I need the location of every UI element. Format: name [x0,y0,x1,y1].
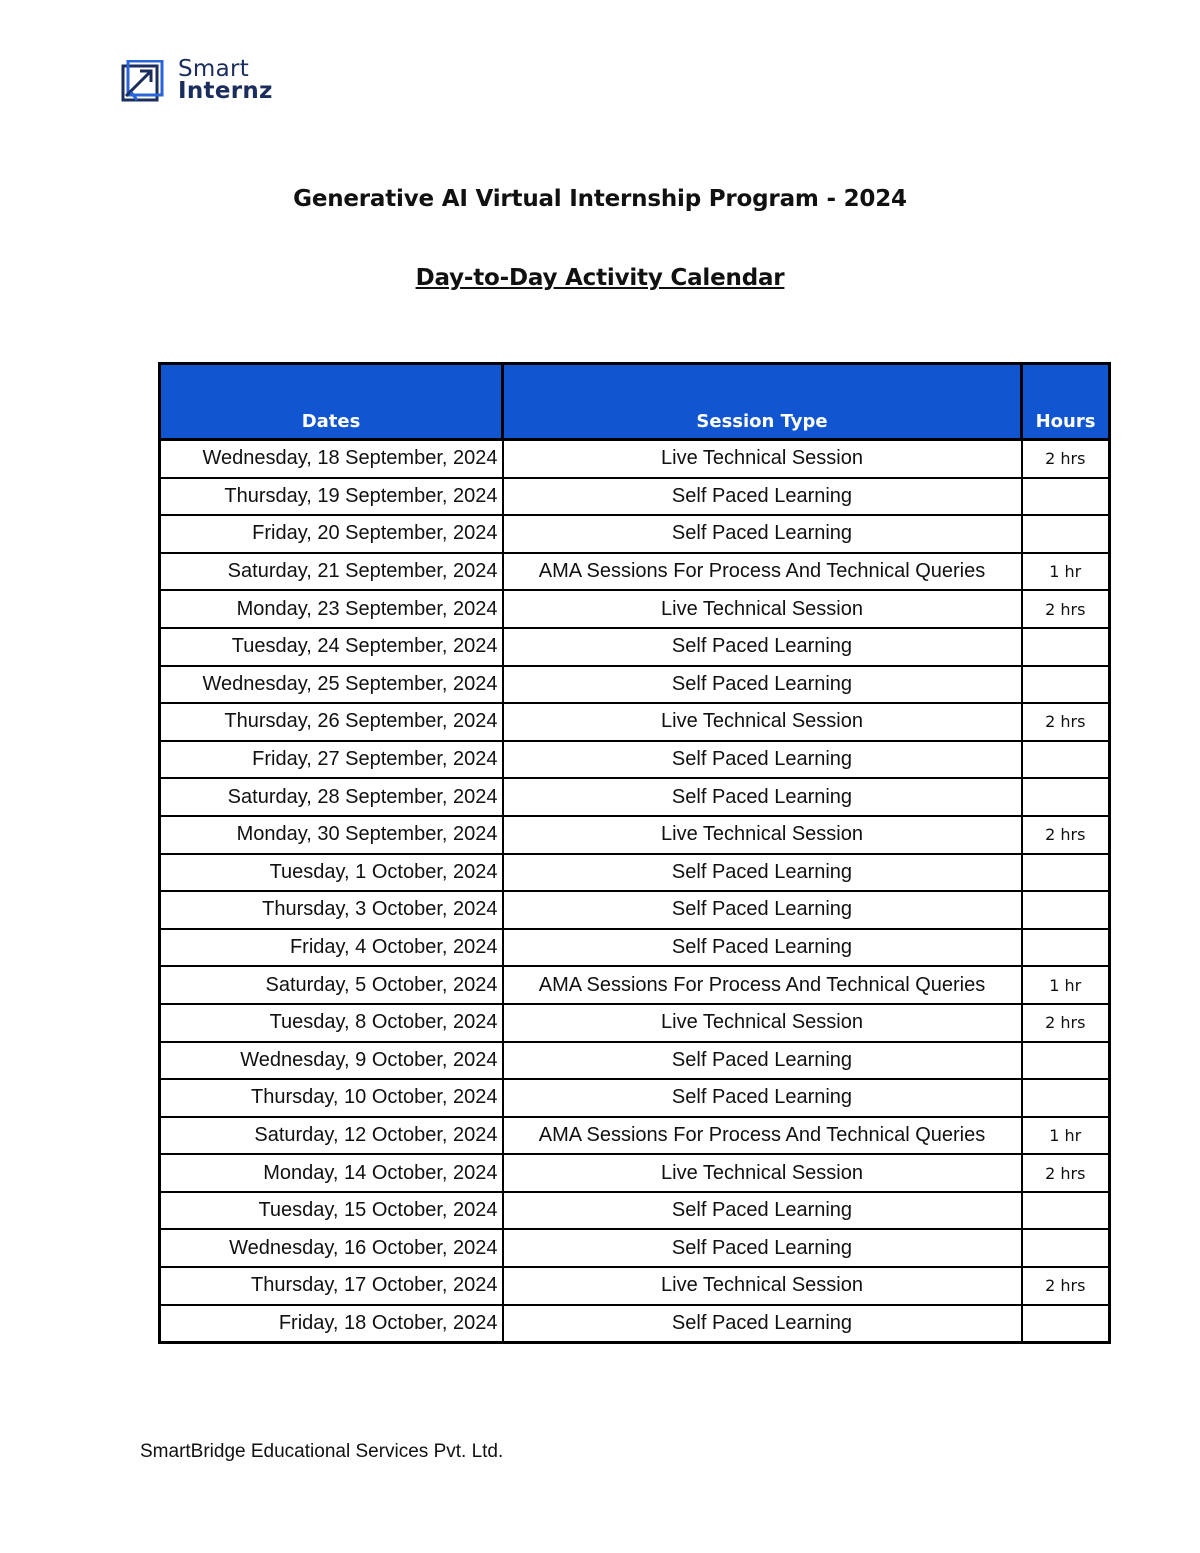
table-row [160,778,1110,816]
footer-company-name: SmartBridge Educational Services Pvt. Ltd. [140,1441,504,1462]
hours-cell: 1 hr [1022,1117,1110,1155]
hours-cell [1022,666,1110,704]
date-cell: Tuesday, 1 October, 2024 [160,854,503,892]
header-dates: Dates [160,364,503,440]
session-cell: Live Technical Session [503,1267,1022,1305]
table-body [160,440,1110,1343]
date-cell: Friday, 4 October, 2024 [160,929,503,967]
date-cell: Wednesday, 25 September, 2024 [160,666,503,704]
hours-cell [1022,1305,1110,1343]
hours-cell: 2 hrs [1022,1267,1110,1305]
table-row [160,966,1110,1004]
hours-cell [1022,1229,1110,1267]
hours-cell: 2 hrs [1022,440,1110,478]
date-cell: Friday, 18 October, 2024 [160,1305,503,1343]
logo-wordmark [178,58,273,102]
table-row [160,816,1110,854]
hours-cell: 2 hrs [1022,1004,1110,1042]
date-cell: Thursday, 10 October, 2024 [160,1079,503,1117]
session-cell: Live Technical Session [503,440,1022,478]
date-cell: Tuesday, 8 October, 2024 [160,1004,503,1042]
session-cell: Self Paced Learning [503,891,1022,929]
session-cell: AMA Sessions For Process And Technical Queries [503,553,1022,591]
hours-cell [1022,1079,1110,1117]
table-row [160,478,1110,516]
hours-cell [1022,854,1110,892]
date-cell: Thursday, 3 October, 2024 [160,891,503,929]
document-subtitle: Day-to-Day Activity Calendar [415,265,785,291]
date-cell: Thursday, 17 October, 2024 [160,1267,503,1305]
session-cell: Self Paced Learning [503,666,1022,704]
document-title: Generative AI Virtual Internship Program - 2024 [293,186,907,212]
date-cell: Tuesday, 24 September, 2024 [160,628,503,666]
date-cell: Monday, 30 September, 2024 [160,816,503,854]
hours-cell: 1 hr [1022,553,1110,591]
table-row [160,854,1110,892]
session-cell: Live Technical Session [503,590,1022,628]
session-cell: Self Paced Learning [503,741,1022,779]
logo-line-1: Smart [178,56,250,82]
hours-cell: 2 hrs [1022,590,1110,628]
hours-cell [1022,741,1110,779]
session-cell: Self Paced Learning [503,854,1022,892]
table-row [160,703,1110,741]
date-cell: Thursday, 19 September, 2024 [160,478,503,516]
hours-cell [1022,891,1110,929]
table-row [160,1267,1110,1305]
date-cell: Friday, 27 September, 2024 [160,741,503,779]
session-cell: Self Paced Learning [503,929,1022,967]
date-cell: Saturday, 21 September, 2024 [160,553,503,591]
session-cell: AMA Sessions For Process And Technical Queries [503,1117,1022,1155]
date-cell: Monday, 14 October, 2024 [160,1154,503,1192]
table-row [160,440,1110,478]
hours-cell [1022,1042,1110,1080]
date-cell: Thursday, 26 September, 2024 [160,703,503,741]
smart-internz-logo-icon [120,60,164,104]
table-row [160,741,1110,779]
session-cell: Self Paced Learning [503,1229,1022,1267]
table-row [160,1042,1110,1080]
session-cell: Live Technical Session [503,1004,1022,1042]
activity-calendar-table [158,362,1111,1344]
session-cell: Self Paced Learning [503,1305,1022,1343]
date-cell: Friday, 20 September, 2024 [160,515,503,553]
hours-cell: 2 hrs [1022,816,1110,854]
hours-cell [1022,1192,1110,1230]
header-hours: Hours [1022,364,1110,440]
hours-cell: 1 hr [1022,966,1110,1004]
session-cell: AMA Sessions For Process And Technical Queries [503,966,1022,1004]
date-cell: Saturday, 5 October, 2024 [160,966,503,1004]
table-row [160,628,1110,666]
session-cell: Self Paced Learning [503,1192,1022,1230]
table-row [160,1229,1110,1267]
session-cell: Live Technical Session [503,703,1022,741]
hours-cell [1022,628,1110,666]
session-cell: Live Technical Session [503,816,1022,854]
table-row [160,929,1110,967]
date-cell: Saturday, 28 September, 2024 [160,778,503,816]
hours-cell [1022,515,1110,553]
logo-line-2: Internz [178,78,273,104]
table-row [160,1305,1110,1343]
date-cell: Saturday, 12 October, 2024 [160,1117,503,1155]
date-cell: Wednesday, 18 September, 2024 [160,440,503,478]
table-header-row [160,364,1110,440]
session-cell: Self Paced Learning [503,515,1022,553]
session-cell: Self Paced Learning [503,628,1022,666]
session-cell: Self Paced Learning [503,778,1022,816]
table-row [160,515,1110,553]
hours-cell: 2 hrs [1022,703,1110,741]
session-cell: Self Paced Learning [503,1042,1022,1080]
date-cell: Monday, 23 September, 2024 [160,590,503,628]
company-logo [120,58,300,108]
table-row [160,666,1110,704]
table-row [160,1154,1110,1192]
session-cell: Self Paced Learning [503,478,1022,516]
table-row [160,1079,1110,1117]
table-row [160,1192,1110,1230]
table-row [160,1117,1110,1155]
table-row [160,590,1110,628]
header-session-type: Session Type [503,364,1022,440]
date-cell: Wednesday, 9 October, 2024 [160,1042,503,1080]
hours-cell [1022,478,1110,516]
table-row [160,1004,1110,1042]
table-row [160,553,1110,591]
session-cell: Self Paced Learning [503,1079,1022,1117]
hours-cell: 2 hrs [1022,1154,1110,1192]
hours-cell [1022,929,1110,967]
session-cell: Live Technical Session [503,1154,1022,1192]
date-cell: Wednesday, 16 October, 2024 [160,1229,503,1267]
date-cell: Tuesday, 15 October, 2024 [160,1192,503,1230]
hours-cell [1022,778,1110,816]
table-row [160,891,1110,929]
